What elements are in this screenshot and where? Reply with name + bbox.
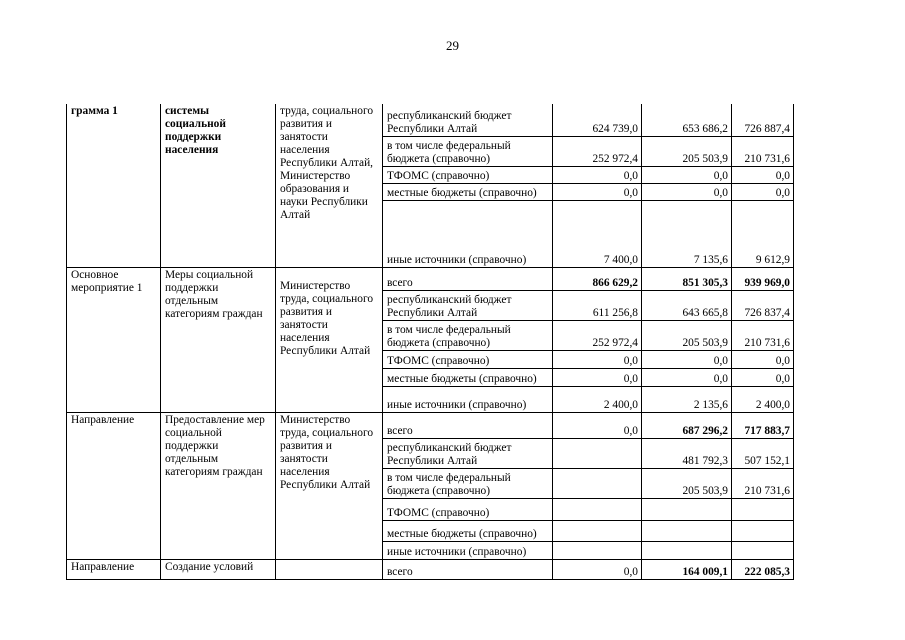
value-cell [642, 498, 732, 520]
table-row [67, 412, 794, 438]
value-cell: 0,0 [642, 166, 732, 183]
funding-source-cell: всего [383, 267, 553, 290]
value-cell: 0,0 [553, 166, 642, 183]
activity-name-cell: Основное мероприятие 1 [67, 267, 161, 412]
value-cell: 717 883,7 [732, 412, 794, 438]
executor-cell: труда, социального развития и занятости населения Республики Алтай, Министерство образования и науки Республики Алтай [276, 104, 383, 267]
value-cell: 252 972,4 [553, 136, 642, 166]
program-title-cell: системы социальной поддержки населения [161, 104, 276, 267]
value-cell: 210 731,6 [732, 468, 794, 498]
funding-source-cell: всего [383, 412, 553, 438]
value-cell [553, 541, 642, 559]
value-cell: 643 665,8 [642, 290, 732, 320]
value-cell: 7 135,6 [642, 200, 732, 267]
table-row [67, 559, 794, 579]
value-cell [642, 520, 732, 541]
budget-table [66, 104, 794, 580]
table-row [67, 104, 794, 136]
value-cell [732, 498, 794, 520]
value-cell: 0,0 [553, 183, 642, 200]
value-cell: 726 837,4 [732, 290, 794, 320]
table-row [67, 267, 794, 290]
funding-source-cell: местные бюджеты (справочно) [383, 520, 553, 541]
value-cell: 222 085,3 [732, 559, 794, 579]
funding-source-cell: всего [383, 559, 553, 579]
funding-source-cell: ТФОМС (справочно) [383, 166, 553, 183]
direction-title-cell: Создание условий [161, 559, 276, 579]
value-cell: 205 503,9 [642, 320, 732, 350]
funding-source-cell: ТФОМС (справочно) [383, 498, 553, 520]
funding-source-cell: в том числе федеральный бюджета (справочно) [383, 320, 553, 350]
value-cell: 611 256,8 [553, 290, 642, 320]
value-cell: 210 731,6 [732, 136, 794, 166]
value-cell: 0,0 [553, 368, 642, 386]
value-cell: 0,0 [553, 559, 642, 579]
value-cell: 653 686,2 [642, 104, 732, 136]
value-cell: 624 739,0 [553, 104, 642, 136]
value-cell [732, 520, 794, 541]
value-cell [553, 498, 642, 520]
value-cell: 164 009,1 [642, 559, 732, 579]
value-cell: 687 296,2 [642, 412, 732, 438]
value-cell: 252 972,4 [553, 320, 642, 350]
value-cell: 0,0 [553, 412, 642, 438]
value-cell [732, 541, 794, 559]
funding-source-cell: иные источники (справочно) [383, 200, 553, 267]
value-cell: 0,0 [732, 166, 794, 183]
funding-source-cell: республиканский бюджет Республики Алтай [383, 438, 553, 468]
value-cell: 0,0 [642, 350, 732, 368]
value-cell [553, 438, 642, 468]
page-number: 29 [446, 38, 459, 53]
direction-name-cell: Направление [67, 559, 161, 579]
program-name-cell: грамма 1 [67, 104, 161, 267]
value-cell: 0,0 [553, 350, 642, 368]
value-cell [553, 520, 642, 541]
value-cell: 205 503,9 [642, 468, 732, 498]
funding-source-cell: в том числе федеральный бюджета (справочно) [383, 136, 553, 166]
value-cell: 2 135,6 [642, 386, 732, 412]
value-cell [553, 468, 642, 498]
activity-title-cell: Меры социальной поддержки отдельным категориям граждан [161, 267, 276, 412]
value-cell: 2 400,0 [732, 386, 794, 412]
value-cell [642, 541, 732, 559]
value-cell: 0,0 [732, 183, 794, 200]
value-cell: 939 969,0 [732, 267, 794, 290]
funding-source-cell: ТФОМС (справочно) [383, 350, 553, 368]
funding-source-cell: местные бюджеты (справочно) [383, 368, 553, 386]
value-cell: 9 612,9 [732, 200, 794, 267]
executor-cell [276, 559, 383, 579]
value-cell: 0,0 [642, 183, 732, 200]
value-cell: 0,0 [732, 368, 794, 386]
funding-source-cell: иные источники (справочно) [383, 541, 553, 559]
direction-title-cell: Предоставление мер социальной поддержки отдельным категориям граждан [161, 412, 276, 559]
value-cell: 507 152,1 [732, 438, 794, 468]
funding-source-cell: в том числе федеральный бюджета (справочно) [383, 468, 553, 498]
value-cell: 726 887,4 [732, 104, 794, 136]
value-cell: 851 305,3 [642, 267, 732, 290]
value-cell: 205 503,9 [642, 136, 732, 166]
value-cell: 481 792,3 [642, 438, 732, 468]
value-cell: 2 400,0 [553, 386, 642, 412]
value-cell: 7 400,0 [553, 200, 642, 267]
funding-source-cell: иные источники (справочно) [383, 386, 553, 412]
executor-cell: Министерство труда, социального развития и занятости населения Республики Алтай [276, 412, 383, 559]
value-cell: 0,0 [732, 350, 794, 368]
executor-cell: Министерство труда, социального развития и занятости населения Республики Алтай [276, 267, 383, 412]
funding-source-cell: республиканский бюджет Республики Алтай [383, 290, 553, 320]
funding-source-cell: местные бюджеты (справочно) [383, 183, 553, 200]
direction-name-cell: Направление [67, 412, 161, 559]
value-cell: 866 629,2 [553, 267, 642, 290]
funding-source-cell: республиканский бюджет Республики Алтай [383, 104, 553, 136]
value-cell: 210 731,6 [732, 320, 794, 350]
value-cell: 0,0 [642, 368, 732, 386]
